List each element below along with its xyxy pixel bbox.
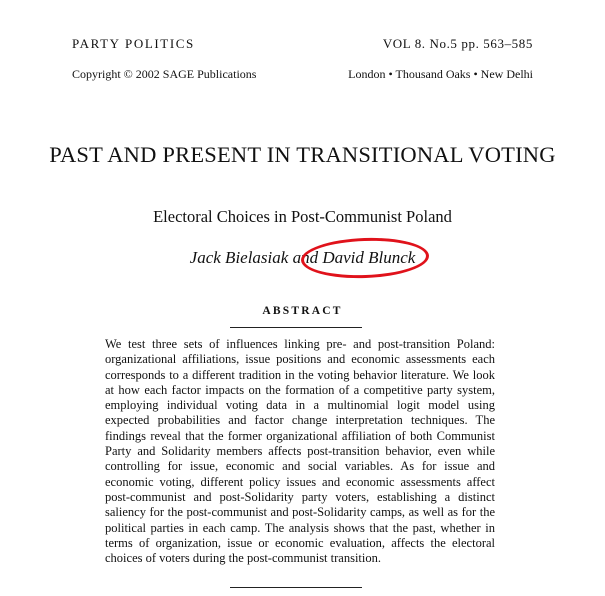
journal-header bbox=[72, 36, 533, 56]
author-highlight-ellipse bbox=[300, 236, 429, 280]
abstract-bottom-divider bbox=[230, 587, 362, 588]
article-subtitle: Electoral Choices in Post-Communist Poland bbox=[153, 207, 452, 226]
article-authors: Jack Bielasiak and David Blunck bbox=[189, 248, 416, 267]
publisher-locations: London • Thousand Oaks • New Delhi bbox=[348, 67, 533, 81]
abstract-divider bbox=[230, 327, 362, 328]
copyright-notice: Copyright © 2002 SAGE Publications bbox=[72, 67, 257, 81]
journal-name: PARTY POLITICS bbox=[72, 36, 195, 51]
volume-info: VOL 8. No.5 pp. 563–585 bbox=[382, 36, 533, 51]
abstract-heading: ABSTRACT bbox=[262, 305, 343, 317]
publisher-line bbox=[72, 67, 533, 85]
article-title: PAST AND PRESENT IN TRANSITIONAL VOTING bbox=[49, 142, 556, 167]
abstract-text: We test three sets of influences linking pre- and post-transition Poland: organizational affiliations, issue positions and economic assessments each corresponds to a different tradition in the voting behavior literature. We look at how each factor impacts on the formation of a competitive party system, employing individual voting data in a multinomial logit model using expected probabilities and factor change interpretation techniques. The findings reveal that the former organizational affiliation of both Communist Party and Solidarity members affects post-transition behavior, even while controlling for issue, economic and social variables. As for issue and economic voting, different policy issues and economic assessments affect post-communist and post-Solidarity party voters, establishing a distinct saliency for the post-communist and post-Solidarity camps, as well as for the political parties in each camp. The analysis shows that the past, whether in terms of organization, issue or economic evaluation, affects the electoral choices of voters during the post-communist transition. bbox=[105, 337, 495, 566]
